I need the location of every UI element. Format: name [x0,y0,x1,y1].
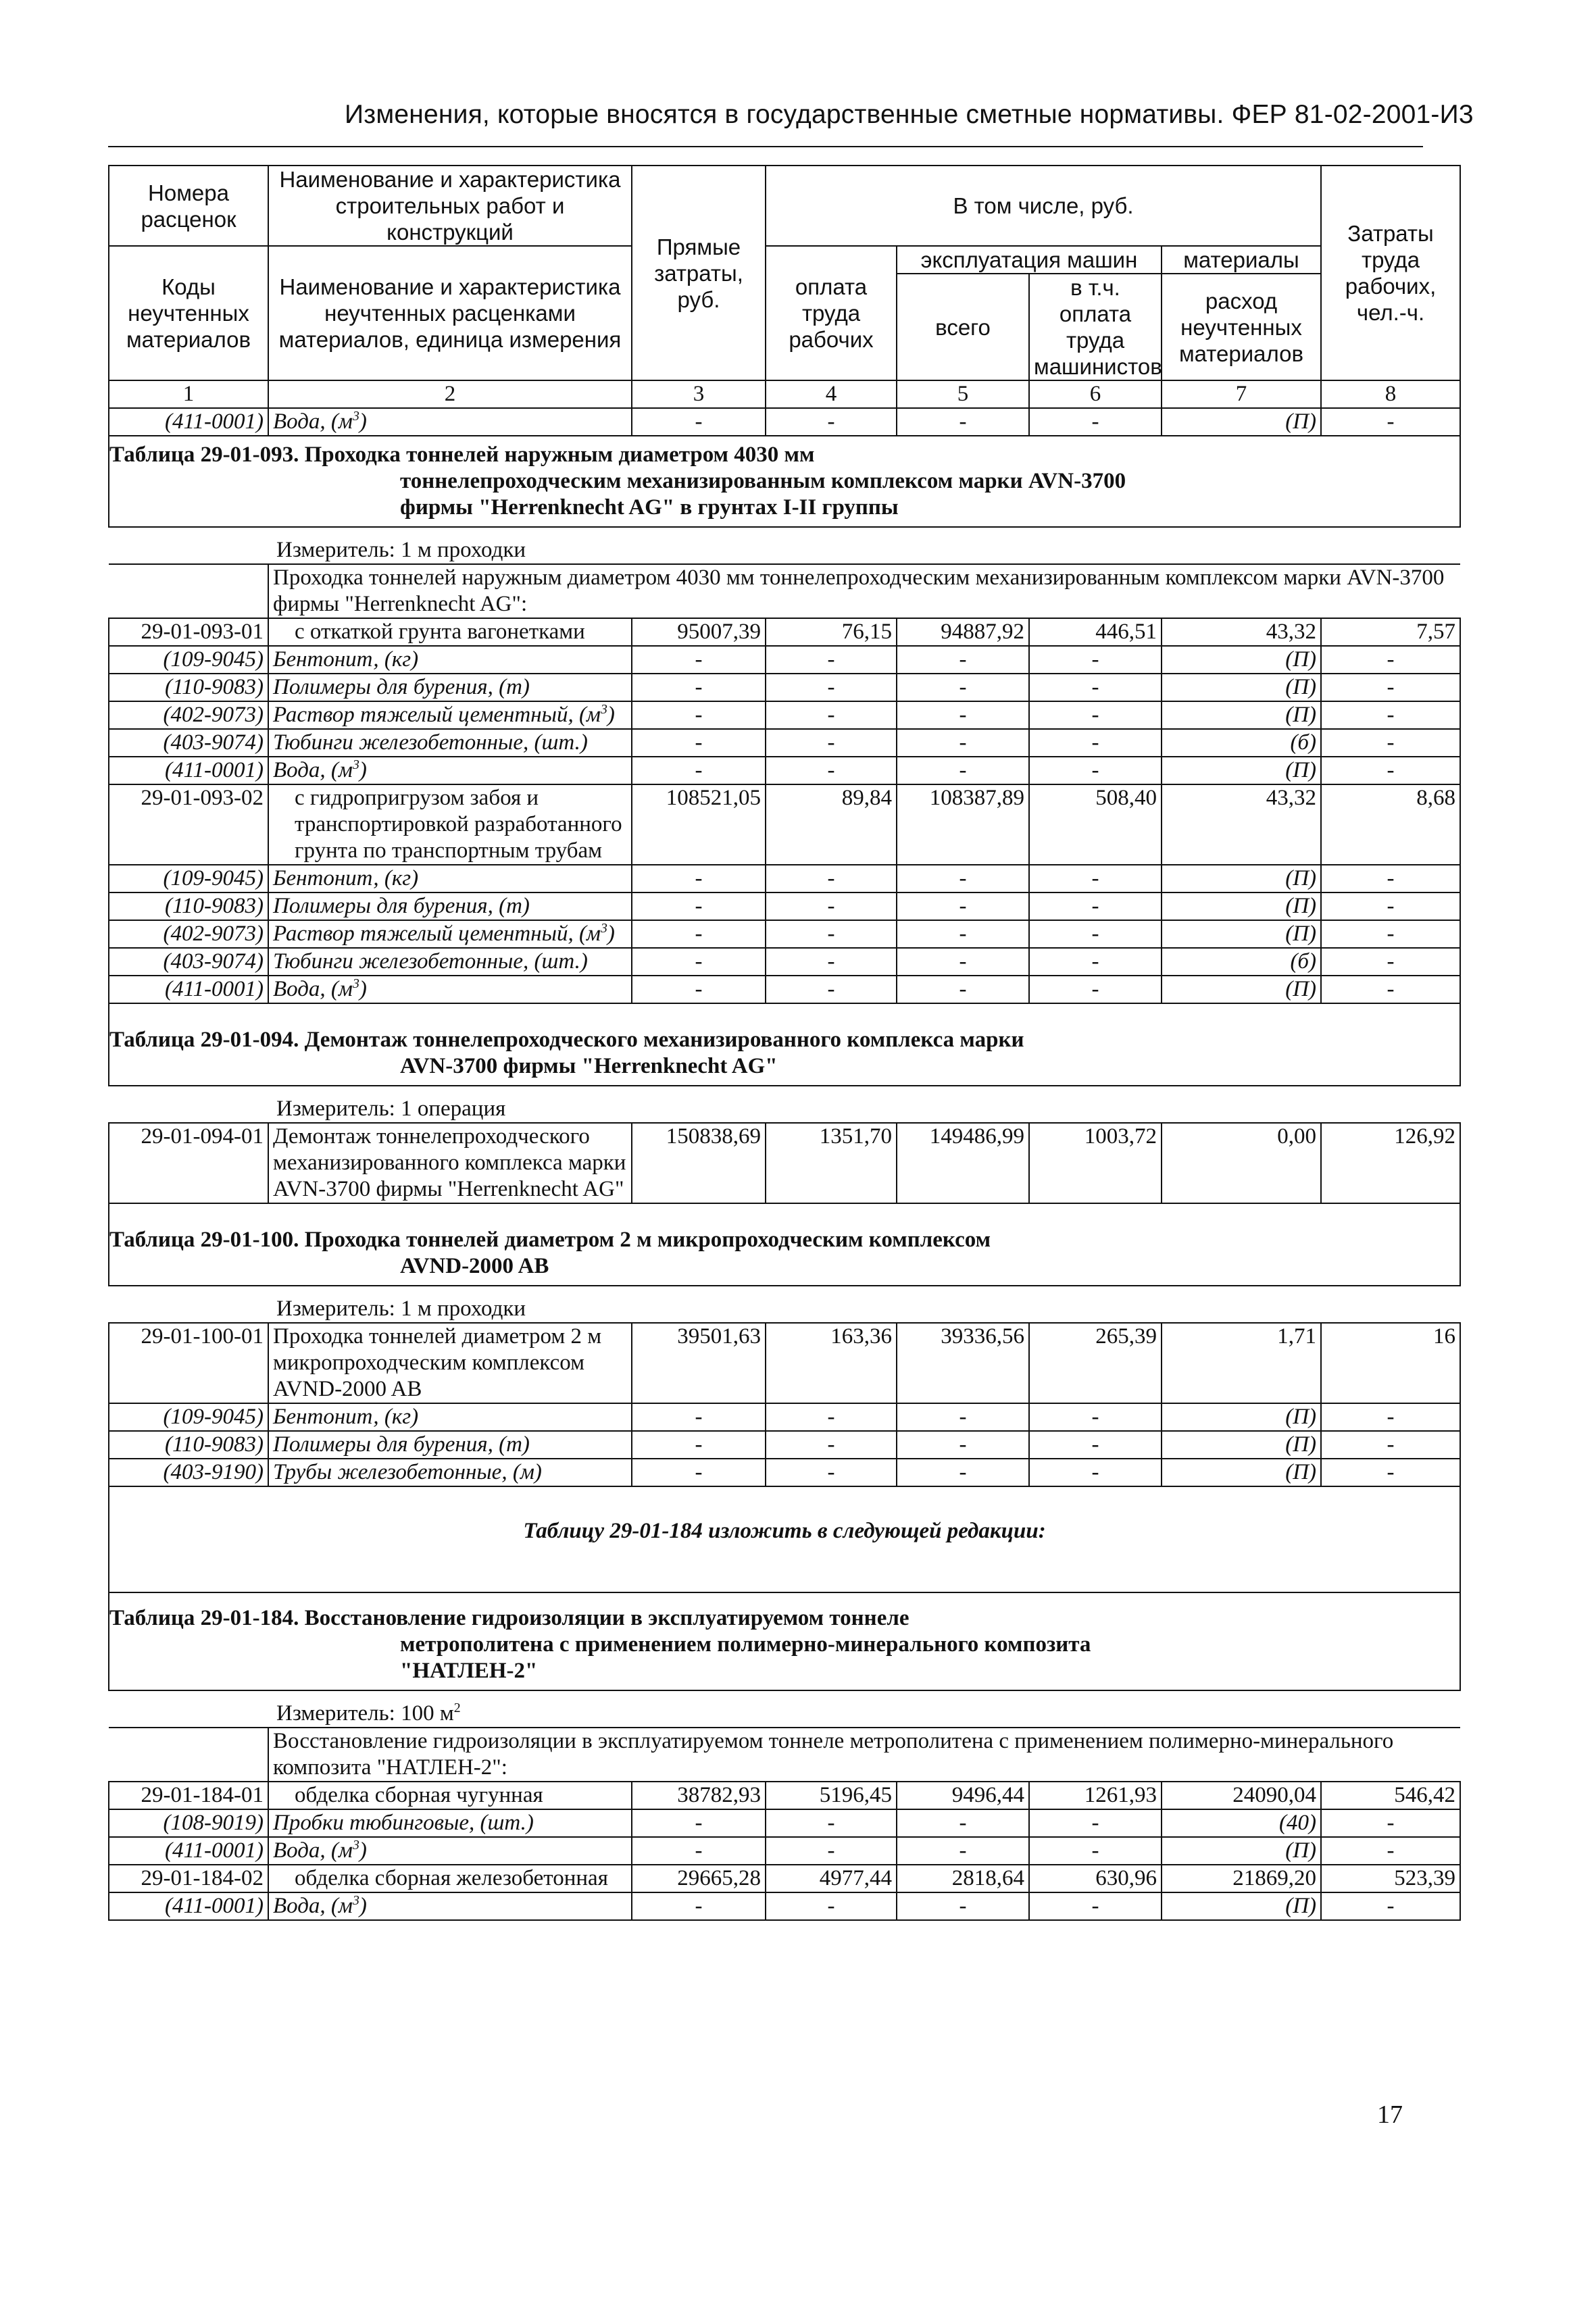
table-093-description: Проходка тоннелей наружным диаметром 4030 мм тоннелепроходческим механизированным комплексом марки AVN-3700 фирмы "Herrenknecht AG": [268,564,1460,618]
page-number: 17 [1377,2101,1403,2129]
table-093-meter: Измеритель: 1 м проходки [109,527,1460,564]
col-header-name-bottom: Наименование и характеристика неучтенных расценками материалов, единица измерения [268,246,632,380]
material-row: (403-9074) Тюбинги железобетонные, (шт.) - - - - (б) - [109,948,1460,976]
col-number: 7 [1162,380,1321,408]
rate-row: 29-01-094-01 Демонтаж тоннелепроходческого механизированного комплекса марки AVN-3700 фирмы "Herrenknecht AG" 150838,69 1351,70 149486,99 1003,72 0,00 126,92 [109,1123,1460,1203]
table-094-title: Таблица 29-01-094. Демонтаж тоннелепроходческого механизированного комплекса марки AVN-3700 фирмы "Herrenknecht AG" [109,1003,1460,1086]
header-rule [108,146,1423,147]
rate-row: 29-01-184-02 обделка сборная железобетонная 29665,28 4977,44 2818,64 630,96 21869,20 523,39 [109,1865,1460,1892]
col-header-direct-costs: Прямые затраты, руб. [632,166,766,380]
col-number: 5 [897,380,1029,408]
table-100-meter: Измеритель: 1 м проходки [109,1286,1460,1323]
rate-row: 29-01-100-01 Проходка тоннелей диаметром 2 м микропроходческим комплексом AVND-2000 AB 39501,63 163,36 39336,56 265,39 1,71 16 [109,1323,1460,1403]
col-number: 8 [1321,380,1460,408]
rate-row: 29-01-184-01 обделка сборная чугунная 38782,93 5196,45 9496,44 1261,93 24090,04 546,42 [109,1782,1460,1809]
col-number: 6 [1029,380,1162,408]
table-184-meter: Измеритель: 100 $м^2$ [109,1690,1460,1728]
col-header-materials-use: расход неучтенных материалов [1162,274,1321,380]
col-number: 4 [766,380,897,408]
material-row: (110-9083) Полимеры для бурения, (т) - - - - (П) - [109,1431,1460,1459]
material-row: (411-0001) Вода, $(м^3)$ - - - - (П) - [109,976,1460,1003]
material-row: (108-9019) Пробки тюбинговые, (шт.) - - - - (40) - [109,1809,1460,1837]
material-row: (110-9083) Полимеры для бурения, (т) - - - - (П) - [109,674,1460,701]
col-number: 1 [109,380,268,408]
table-094-meter: Измеритель: 1 операция [109,1086,1460,1123]
material-row: (402-9073) Раствор тяжелый цементный, $(м^3)$ - - - - (П) - [109,701,1460,729]
col-header-codes-bottom: Коды неучтенных материалов [109,246,268,380]
col-header-name-top: Наименование и характеристика строительных работ и конструкций [268,166,632,246]
col-header-materials: материалы [1162,246,1321,274]
material-row: (403-9190) Трубы железобетонные, (м) - - - - (П) - [109,1459,1460,1486]
table-184-title: Таблица 29-01-184. Восстановление гидроизоляции в эксплуатируемом тоннеле метрополитена с применением полимерно-минерального композита "НАТЛЕН-2" [109,1592,1460,1690]
rate-row: 29-01-093-02 с гидропригрузом забоя и транспортировкой разработанного грунта по транспортным трубам 108521,05 89,84 108387,89 508,40 43,32 8,68 [109,784,1460,865]
col-header-including: В том числе, руб. [766,166,1321,246]
col-header-wages: оплата труда рабочих [766,246,897,380]
material-row: (411-0001) Вода, $(м^3)$ - - - - (П) - [109,408,1460,436]
material-row: (411-0001) Вода, $(м^3)$ - - - - (П) - [109,1837,1460,1865]
col-number: 2 [268,380,632,408]
col-header-machines-total: всего [897,274,1029,380]
col-header-labor: Затраты труда рабочих, чел.-ч. [1321,166,1460,380]
material-row: (411-0001) Вода, $(м^3)$ - - - - (П) - [109,1892,1460,1920]
norms-table [108,165,1461,1921]
material-row: (109-9045) Бентонит, (кг) - - - - (П) - [109,865,1460,892]
col-header-machinists-wages: в т.ч. оплата труда машинистов [1029,274,1162,380]
table-184-description: Восстановление гидроизоляции в эксплуатируемом тоннеле метрополитена с применением полимерно-минерального композита "НАТЛЕН-2": [268,1728,1460,1782]
material-row: (411-0001) Вода, $(м^3)$ - - - - (П) - [109,757,1460,784]
table-093-title: Таблица 29-01-093. Проходка тоннелей наружным диаметром 4030 мм тоннелепроходческим механизированным комплексом марки AVN-3700 фирмы "Herrenknecht AG" в грунтах I-II группы [109,436,1460,527]
material-row: (110-9083) Полимеры для бурения, (т) - - - - (П) - [109,892,1460,920]
table-100-title: Таблица 29-01-100. Проходка тоннелей диаметром 2 м микропроходческим комплексом AVND-2000 AB [109,1203,1460,1286]
col-header-codes-top: Номера расценок [109,166,268,246]
edit-instruction: Таблицу 29-01-184 изложить в следующей редакции: [109,1486,1460,1592]
material-row: (109-9045) Бентонит, (кг) - - - - (П) - [109,1403,1460,1431]
rate-row: 29-01-093-01 с откаткой грунта вагонетками 95007,39 76,15 94887,92 446,51 43,32 7,57 [109,618,1460,646]
col-number: 3 [632,380,766,408]
running-header: Изменения, которые вносятся в государственные сметные нормативы. ФЕР 81-02-2001-И3 [345,100,1474,129]
col-header-machines: эксплуатация машин [897,246,1162,274]
material-row: (403-9074) Тюбинги железобетонные, (шт.) - - - - (б) - [109,729,1460,757]
material-row: (109-9045) Бентонит, (кг) - - - - (П) - [109,646,1460,674]
material-row: (402-9073) Раствор тяжелый цементный, $(м^3)$ - - - - (П) - [109,920,1460,948]
